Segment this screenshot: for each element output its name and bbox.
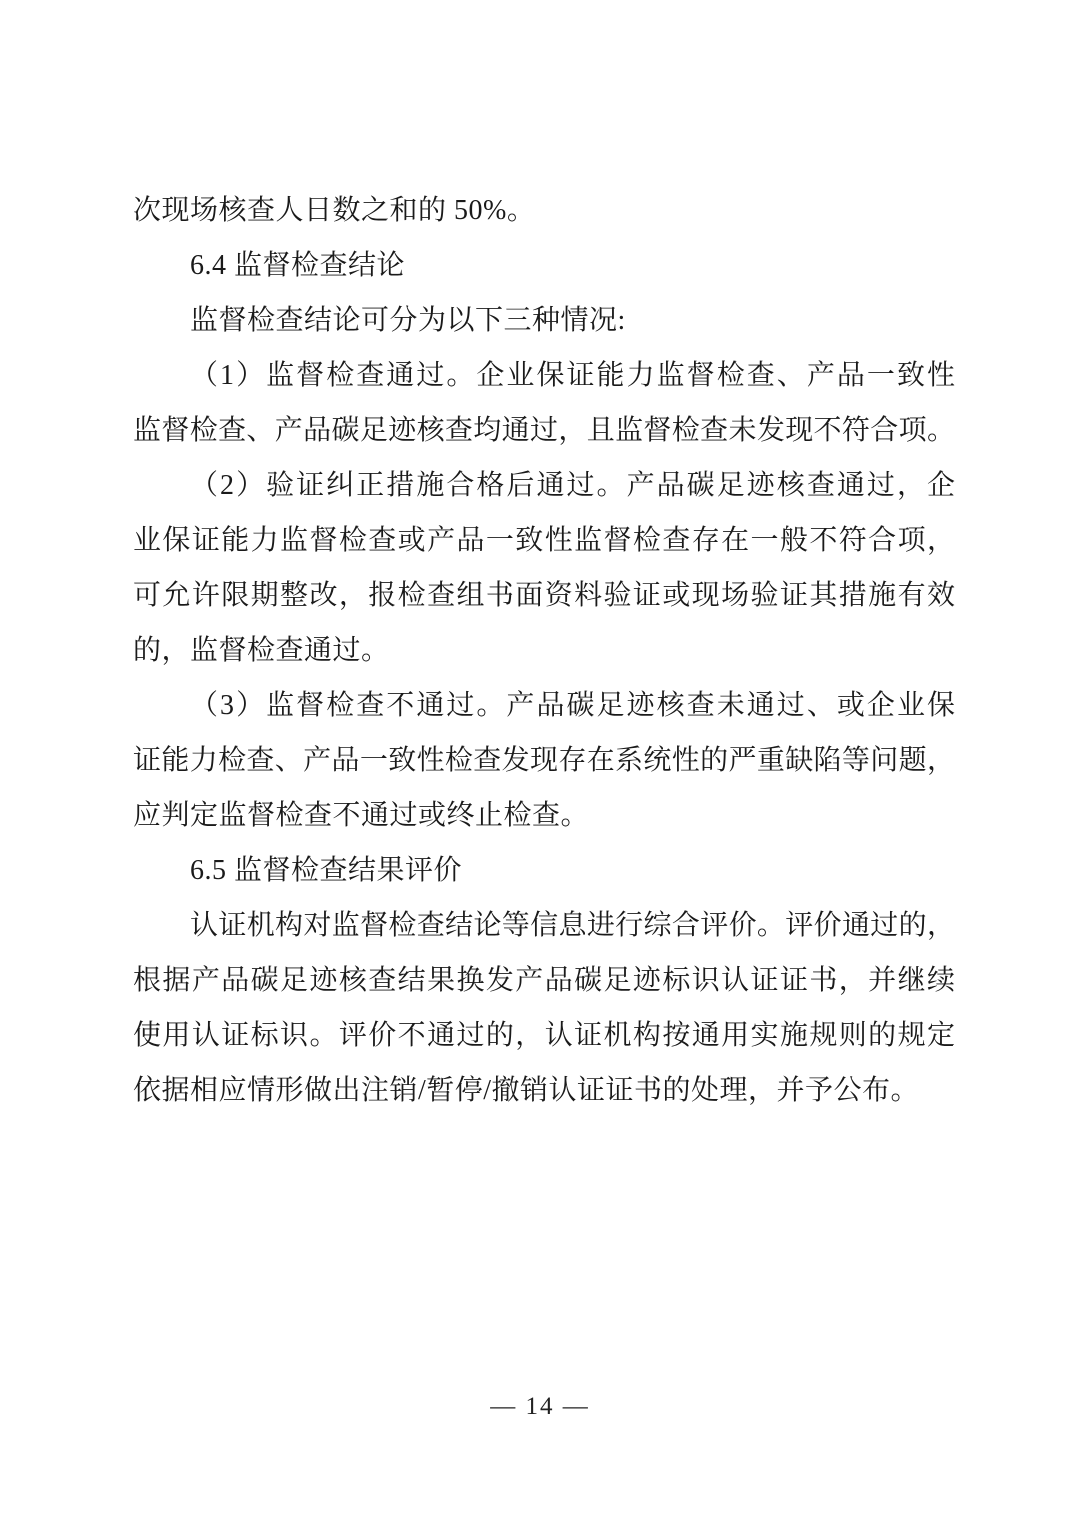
body-line: 根据产品碳足迹核查结果换发产品碳足迹标识认证证书，并继续 [133,965,955,996]
body-line: （3）监督检查不通过。产品碳足迹核查未通过、或企业保 [190,690,955,721]
section-heading-6-4: 6.4 监督检查结论 [190,250,406,281]
body-line: （1）监督检查通过。企业保证能力监督检查、产品一致性 [190,360,955,391]
body-line: 使用认证标识。评价不通过的，认证机构按通用实施规则的规定 [133,1020,955,1051]
body-line: 应判定监督检查不通过或终止检查。 [133,800,590,831]
body-line: 依据相应情形做出注销/暂停/撤销认证证书的处理，并予公布。 [133,1075,920,1106]
body-line: 监督检查、产品碳足迹核查均通过，且监督检查未发现不符合项。 [133,415,955,446]
page-number: — 14 — [490,1393,590,1420]
section-heading-6-5: 6.5 监督检查结果评价 [190,855,463,886]
body-line: 监督检查结论可分为以下三种情况: [190,305,626,336]
document-body [133,183,955,1118]
body-line: 认证机构对监督检查结论等信息进行综合评价。评价通过的， [190,910,955,941]
body-line: 的，监督检查通过。 [133,635,390,666]
body-line: 可允许限期整改，报检查组书面资料验证或现场验证其措施有效 [133,580,955,611]
body-line: （2）验证纠正措施合格后通过。产品碳足迹核查通过，企 [190,470,955,501]
body-line: 业保证能力监督检查或产品一致性监督检查存在一般不符合项， [133,525,955,556]
body-line: 次现场核查人日数之和的 50%。 [133,195,536,226]
body-line: 证能力检查、产品一致性检查发现存在系统性的严重缺陷等问题， [133,745,955,776]
